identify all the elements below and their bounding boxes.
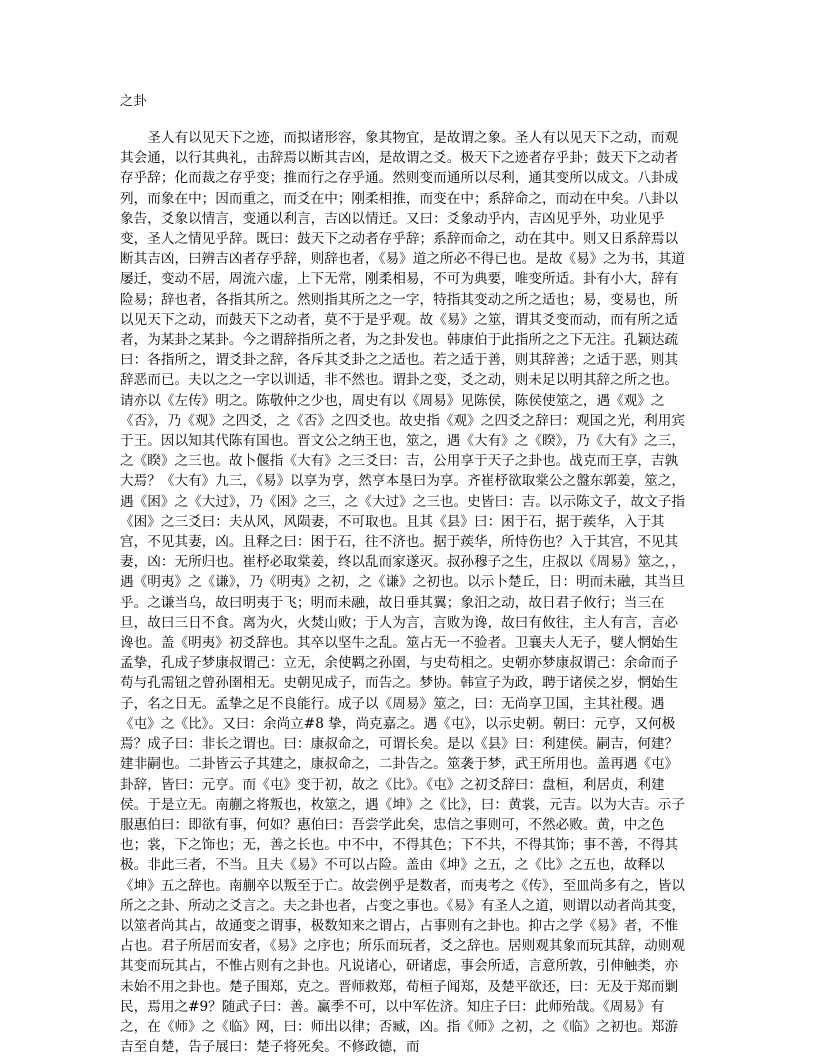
body-paragraph: 圣人有以见天下之迹，而拟诸形容，象其物宜，是故谓之象。圣人有以见天下之动，而观其会通，以行其典礼，击辞焉以断其吉凶，是故谓之爻。极天下之迹者存乎卦；鼓天下之动者存乎辞；化而裁之存乎变；推而行之存乎通。然则变而通所以尽利，通其变所以成文。八卦成列，而象在中；因而重之，而爻在中；刚柔相推，而变在中；系辞命之，而动在中矣。八卦以象告，爻象以情言，变通以利言，吉凶以情迁。又曰：爻象动乎内，吉凶见乎外，功业见乎变，圣人之情见乎辞。既曰：鼓天下之动者存乎辞；系辞而命之，动在其中。则又日系辞焉以断其吉凶，曰辨吉凶者存乎辞，则辞也者，《易》道之所必不得已也。是故《易》之为书，其道屡迁，变动不居，周流六虚，上下无常，刚柔相易，不可为典要，唯变所适。卦有小大，辞有险易；辞也者，各指其所之。然则指其所之之一字，特指其变动之所之适也；易，变易也，所以见天下之动，而鼓天下之动者，莫不于是乎观。故《易》之筮，谓其爻变而动，而有所之适者，为某卦之某卦。今之谓辞指所之者，为之卦发也。韩康伯于此指所之之下无注。孔颖达疏曰：各指所之，谓爻卦之辞，各斥其爻卦之之适也。若之适于善，则其辞善；之适于恶，则其辞恶而已。夫以之之一字以训适，非不然也。谓卦之变，爻之动，则未足以明其辞之所之也。请亦以《左传》明之。陈敬仲之少也，周史有以《周易》见陈侯，陈侯使筮之，遇《观》之《否》，乃《观》之四爻，之《否》之四爻也。故史指《观》之四爻之辞曰：观国之光，利用宾于王。因以知其代陈有国也。晋文公之纳王也，筮之，遇《大有》之《睽》，乃《大有》之三，之《睽》之三也。故卜偃指《大有》之三爻曰：吉，公用享于天子之卦也。战克而王享，吉孰大焉？《大有》九三，《易》以享为亨，然亨本垦曰为享。齐崔杼欲取棠公之盤东郭姜，筮之，遇《困》之《大过》，乃《困》之三，之《大过》之三也。史皆曰：吉。以示陈文子，故文子指《困》之三爻曰：夫从风，风陨妻，不可取也。且其《县》曰：困于石，据于蒺华，入于其宫，不见其妻，凶。且释之曰：困于石，往不济也。据于蒺华，所恃伤也？入于其宫，不见其妻，凶：无所归也。崔杼必取棠姜，终以乱而家遂灭。叔孙穆子之生，庄叔以《周易》筮之，，遇《明夷》之《谦》，乃《明夷》之初，之《谦》之初也。以示卜楚丘，日：明而未融，其当旦乎。之谦当乌，故曰明夷于飞；明而未融，故日垂其翼；象汨之动，故日君子攸行；当三在旦，故曰三日不食。离为火，火焚山败；于人为言，言败为谗，故曰有攸往，主人有言，言必谗也。盖《明夷》初爻辞也。其卒以坚牛之乱。筮占无一不验者。卫襄夫人无子，嬖人惘始生孟挚，孔成子梦康叔谓己：立无，余使羁之孙圉，与史苟相之。史朝亦梦康叔谓己：余命而子苟与孔需钮之曾孙圉相无。史朝见成子，而告之。梦协。韩宣子为政，聘于诸侯之岁，惘始生子，名之日无。孟挚之足不良能行。成子以《周易》筮之，曰：无尚享卫国，主其社稷。遇《屯》之《比》。又曰：余尚立#8 挚，尚克嘉之。遇《屯》，以示史朝。朝曰：元亨，又何极焉？成子曰：非长之谓也。曰：康叔命之，可谓长矣。是以《县》曰：利建侯。嗣吉，何建？建非嗣也。二卦皆云子其建之，康叔命之，二卦告之。筮袭于梦，武王所用也。盖再遇《屯》卦辞，皆曰：元亨。而《屯》变于初，故之《比》。《屯》之初爻辞曰：盘桓，利居贞，利建侯。于是立无。南蒯之将叛也，枚筮之，遇《坤》之《比》，曰：黄裳，元吉。以为大吉。示子服惠伯曰：即欲有事，何如？惠伯曰：吾尝学此矣，忠信之事则可，不然必败。黄，中之色也；裳，下之饰也；无，善之长也。中不中，不得其色；下不共，不得其饰；事不善，不得其极。非此三者，不当。且夫《易》不可以占险。盖由《坤》之五，之《比》之五也，故释以《坤》五之辞也。南蒯卒以叛至于亡。故尝例乎是数者，而夷考之《传》，至皿尚多有之，皆以所之之卦、所动之爻言之。夫之卦也者，占变之事也。《易》有圣人之道，则谓以动者尚其变，以筮者尚其占，故通变之谓事，极数知来之谓占，占事则有之卦也。抑古之学《易》者，不惟占也。君子所居而安者，《易》之序也；所乐而玩者，爻之辞也。居则观其象而玩其辞，动则观其变而玩其占，不惟占则有之卦也。凡说诸心，研诸虑，事会所适，言意所敦，引伸触类，亦未始不用之卦也。楚子围郑，克之。晋师救郑，荀桓子闻郑，及楚平欲还，曰：无及于郑而剿民，焉用之#9？随武子曰：善。赢季不可，以中军佐济。知庄子曰：此师殆哉。《周易》有之，在《师》之《临》网，曰：师出以律；否臧，凶。指《师》之初，之《临》之初也。郑游吉至自楚，告子展曰：楚子将死矣。不修政德，而 bbox=[120, 130, 685, 1056]
page-title: 之卦 bbox=[120, 94, 147, 109]
